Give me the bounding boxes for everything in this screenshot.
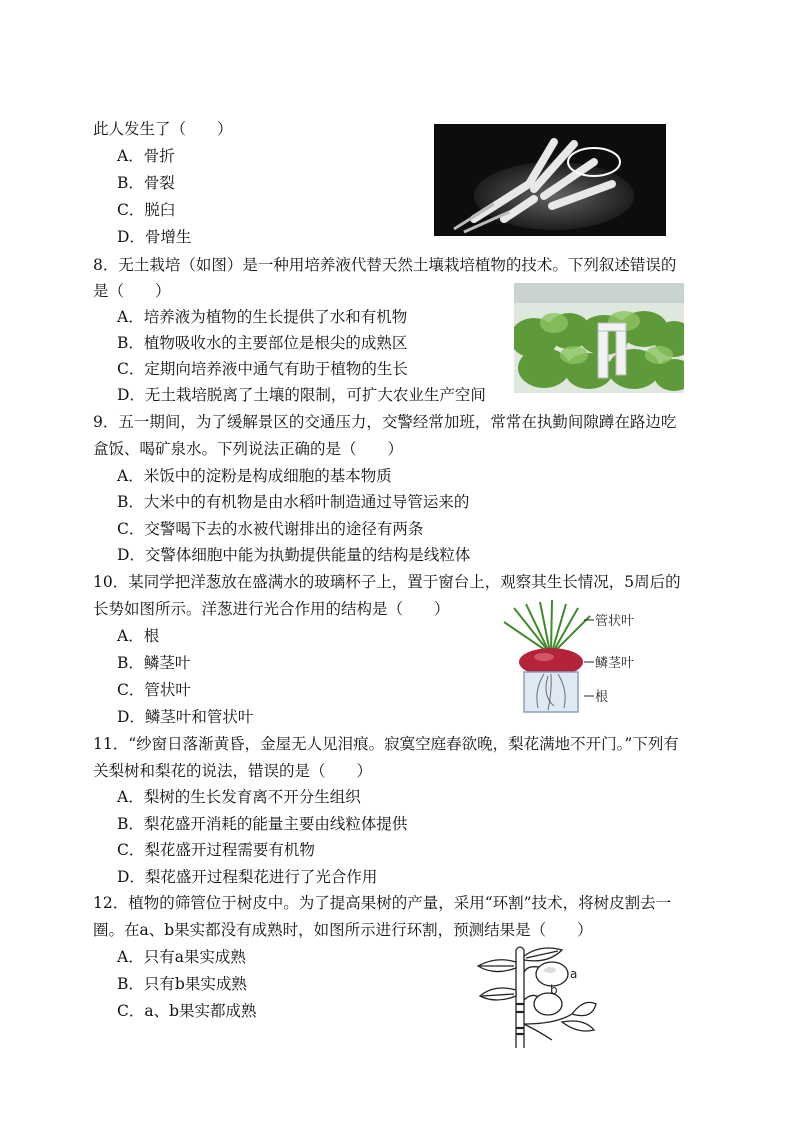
- q10-option-b[interactable]: B．鳞茎叶: [117, 654, 191, 672]
- label-fruit-a: a: [570, 967, 578, 981]
- q9-stem-line1: 9．五一期间，为了缓解景区的交通压力，交警经常加班，常常在执勤间隙蹲在路边吃: [93, 413, 677, 431]
- q8-option-a[interactable]: A．培养液为植物的生长提供了水和有机物: [117, 308, 408, 326]
- q11-stem-line1: 11．“纱窗日落渐黄昏，金屋无人见泪痕。寂寞空庭春欲晚，梨花满地不开门。”下列有: [93, 735, 679, 753]
- q8-option-c[interactable]: C．定期向培养液中通气有助于植物的生长: [117, 360, 408, 378]
- q9-option-b[interactable]: B．大米中的有机物是由水稻叶制造通过导管运来的: [117, 493, 470, 511]
- q9-option-a[interactable]: A．米饭中的淀粉是构成细胞的基本物质: [117, 467, 392, 485]
- q10-option-d[interactable]: D．鳞茎叶和管状叶: [117, 708, 254, 726]
- q8-option-d[interactable]: D．无土栽培脱离了土壤的限制，可扩大农业生产空间: [117, 386, 486, 404]
- q11-option-d[interactable]: D．梨花盛开过程梨花进行了光合作用: [117, 868, 378, 886]
- label-root: 根: [595, 690, 609, 705]
- q7-option-d[interactable]: D．骨增生: [117, 228, 192, 246]
- q12-option-a[interactable]: A．只有a果实成熟: [117, 948, 246, 966]
- xray-hand-image: [434, 124, 666, 236]
- label-fruit-b: b: [550, 983, 558, 997]
- girdling-branch-figure: [466, 942, 636, 1048]
- q11-option-a[interactable]: A．梨树的生长发育离不开分生组织: [117, 788, 361, 806]
- q8-stem-line2: 是（ ）: [93, 282, 171, 300]
- q10-option-a[interactable]: A．根: [117, 627, 160, 645]
- onion-figure: [494, 600, 684, 716]
- q11-option-b[interactable]: B．梨花盛开消耗的能量主要由线粒体提供: [117, 815, 408, 833]
- q7-option-a[interactable]: A．骨折: [117, 147, 175, 165]
- q8-stem-line1: 8．无土栽培（如图）是一种用培养液代替天然土壤栽培植物的技术。下列叙述错误的: [93, 256, 677, 274]
- q9-stem-line2: 盒饭、喝矿泉水。下列说法正确的是（ ）: [93, 440, 404, 458]
- q12-option-b[interactable]: B．只有b果实成熟: [117, 975, 247, 993]
- q12-option-c[interactable]: C．a、b果实都成熟: [117, 1002, 257, 1020]
- q9-option-d[interactable]: D．交警体细胞中能为执勤提供能量的结构是线粒体: [117, 546, 471, 564]
- q7-stem: 此人发生了（ ）: [93, 120, 233, 138]
- q12-stem-line1: 12．植物的筛管位于树皮中。为了提高果树的产量，采用“环割”技术，将树皮割去一: [93, 894, 672, 912]
- q10-stem-line2: 长势如图所示。洋葱进行光合作用的结构是（ ）: [93, 600, 450, 618]
- q8-option-b[interactable]: B．植物吸收水的主要部位是根尖的成熟区: [117, 334, 408, 352]
- fruit-b-drawing: [534, 993, 562, 1015]
- label-bulb-leaf: 鳞茎叶: [595, 656, 635, 671]
- q10-option-c[interactable]: C．管状叶: [117, 681, 191, 699]
- q7-option-b[interactable]: B．骨裂: [117, 174, 175, 192]
- q7-option-c[interactable]: C．脱臼: [117, 201, 176, 219]
- q10-stem-line1: 10．某同学把洋葱放在盛满水的玻璃杯子上，置于窗台上，观察其生长情况，5周后的: [93, 573, 681, 591]
- q9-option-c[interactable]: C．交警喝下去的水被代谢排出的途径有两条: [117, 520, 424, 538]
- label-tubular-leaf: 管状叶: [595, 614, 635, 629]
- q11-stem-line2: 关梨树和梨花的说法，错误的是（ ）: [93, 762, 373, 780]
- q11-option-c[interactable]: C．梨花盛开过程需要有机物: [117, 841, 315, 859]
- hydroponics-photo: [514, 283, 684, 393]
- q12-stem-line2: 圈。在a、b果实都没有成熟时，如图所示进行环割，预测结果是（ ）: [93, 921, 593, 939]
- tubular-leaves-drawing: [504, 600, 590, 652]
